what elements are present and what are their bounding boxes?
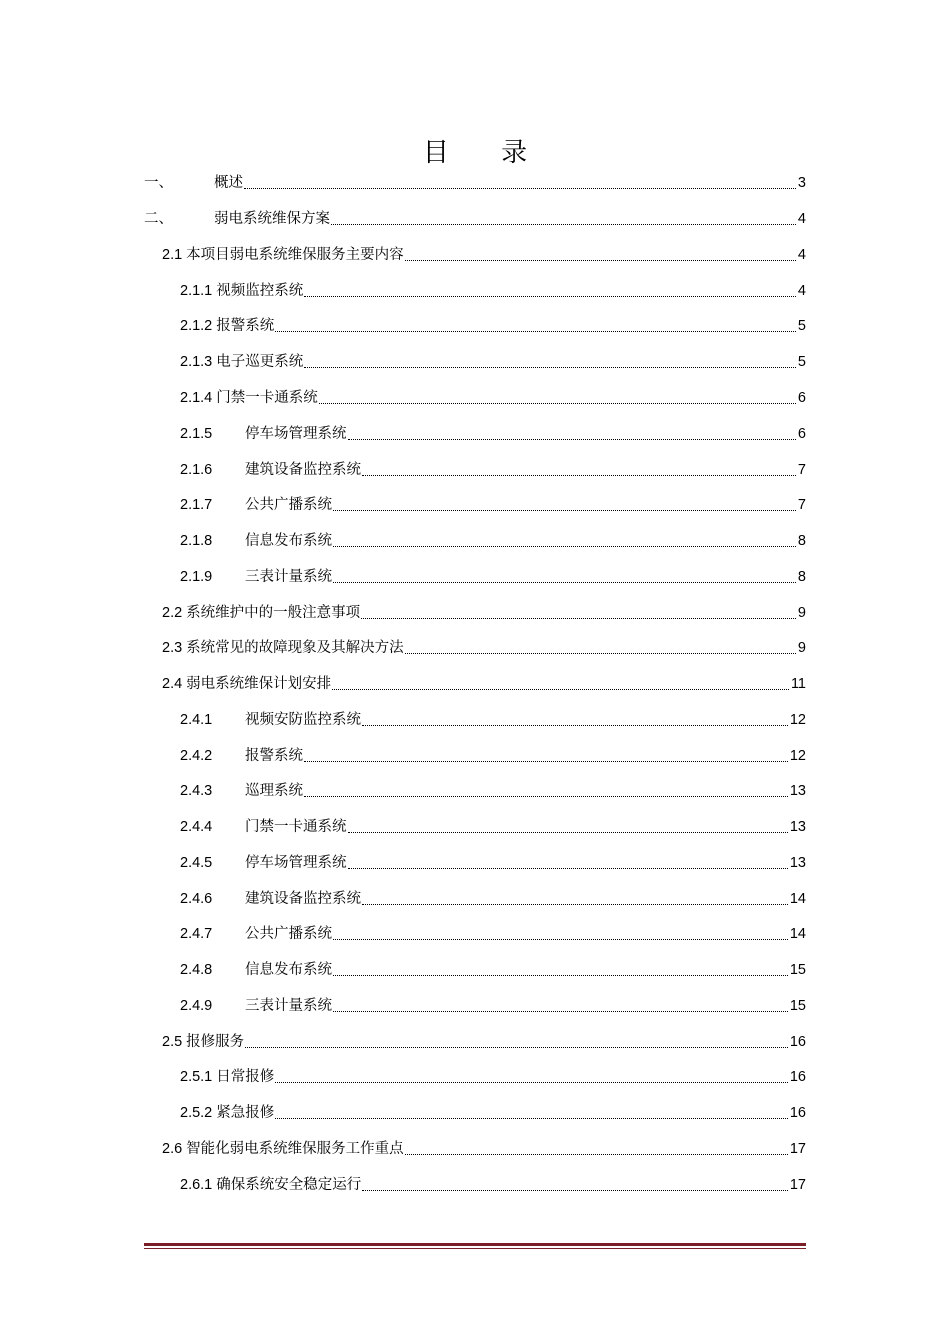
toc-entry[interactable] — [180, 812, 806, 836]
toc-label: 公共广播系统 — [245, 497, 332, 513]
toc-label: 信息发布系统 — [245, 533, 332, 549]
toc-page: 12 — [789, 748, 806, 764]
page-title: 目 录 — [422, 138, 550, 168]
toc-entry[interactable] — [144, 204, 806, 228]
toc-page: 17 — [789, 1141, 806, 1157]
toc-entry[interactable] — [162, 669, 806, 693]
toc-label: 2.5 报修服务 — [162, 1034, 245, 1050]
toc-page: 8 — [797, 533, 806, 549]
toc-label: 2.4 弱电系统维保计划安排 — [162, 676, 332, 692]
toc-number: 2.4.7 — [180, 926, 213, 942]
toc-entry[interactable] — [180, 562, 806, 586]
toc-label: 2.5.1 日常报修 — [180, 1069, 275, 1085]
toc-leader — [361, 618, 796, 619]
toc-leader — [304, 367, 796, 368]
toc-entry[interactable] — [180, 455, 806, 479]
toc-label: 2.1.1 视频监控系统 — [180, 283, 304, 299]
toc-label: 三表计量系统 — [245, 569, 332, 585]
toc-number: 2.4.9 — [180, 998, 213, 1014]
toc-leader — [333, 939, 788, 940]
toc-entry[interactable] — [180, 919, 806, 943]
toc-leader — [304, 796, 788, 797]
toc-label: 2.1 本项目弱电系统维保服务主要内容 — [162, 247, 404, 263]
toc-entry[interactable] — [180, 347, 806, 371]
toc-number: 2.4.6 — [180, 891, 213, 907]
toc-entry[interactable] — [162, 1134, 806, 1158]
toc-page: 5 — [797, 354, 806, 370]
toc-number: 2.4.8 — [180, 962, 213, 978]
toc-number: 2.4.5 — [180, 855, 213, 871]
toc-number: 2.4.4 — [180, 819, 213, 835]
toc-number: 2.4.2 — [180, 748, 213, 764]
toc-leader — [362, 1190, 788, 1191]
toc-label: 巡理系统 — [245, 783, 303, 799]
toc-entry[interactable] — [162, 598, 806, 622]
toc-page: 4 — [797, 283, 806, 299]
toc-leader — [275, 331, 796, 332]
toc-page: 15 — [789, 998, 806, 1014]
toc-leader — [275, 1118, 788, 1119]
toc-label: 报警系统 — [245, 748, 303, 764]
toc-entry[interactable] — [180, 884, 806, 908]
toc-label: 信息发布系统 — [245, 962, 332, 978]
toc-entry[interactable] — [180, 383, 806, 407]
toc-number: 2.1.5 — [180, 426, 213, 442]
toc-page: 9 — [797, 640, 806, 656]
toc-leader — [348, 868, 788, 869]
toc-leader — [304, 761, 788, 762]
toc-entry[interactable] — [180, 1062, 806, 1086]
toc-entry[interactable] — [180, 848, 806, 872]
toc-leader — [275, 1082, 788, 1083]
toc-label: 公共广播系统 — [245, 926, 332, 942]
toc-leader — [405, 1154, 788, 1155]
toc-leader — [348, 439, 796, 440]
toc-entry[interactable] — [180, 311, 806, 335]
toc-page: 6 — [797, 426, 806, 442]
toc-label: 停车场管理系统 — [245, 426, 347, 442]
toc-leader — [331, 224, 796, 225]
toc-leader — [362, 904, 788, 905]
toc-entry[interactable] — [162, 240, 806, 264]
toc-entry[interactable] — [180, 776, 806, 800]
toc-label: 建筑设备监控系统 — [245, 891, 361, 907]
toc-leader — [333, 510, 796, 511]
toc-leader — [405, 260, 796, 261]
footer-rule — [144, 1243, 806, 1246]
toc-entry[interactable] — [180, 741, 806, 765]
toc-page: 8 — [797, 569, 806, 585]
toc-page: 4 — [797, 247, 806, 263]
toc-number: 2.1.8 — [180, 533, 213, 549]
toc-page: 17 — [789, 1177, 806, 1193]
toc-leader — [362, 725, 788, 726]
toc-entry[interactable] — [180, 1098, 806, 1122]
toc-page: 13 — [789, 783, 806, 799]
toc-label: 建筑设备监控系统 — [245, 462, 361, 478]
toc-label: 弱电系统维保方案 — [214, 211, 330, 227]
toc-leader — [333, 582, 796, 583]
toc-page: 4 — [797, 211, 806, 227]
toc-page: 7 — [797, 462, 806, 478]
toc-page: 15 — [789, 962, 806, 978]
toc-number: 2.1.7 — [180, 497, 213, 513]
toc-leader — [348, 832, 788, 833]
toc-label: 门禁一卡通系统 — [245, 819, 347, 835]
toc-leader — [304, 296, 796, 297]
toc-entry[interactable] — [180, 991, 806, 1015]
toc-number: 2.1.9 — [180, 569, 213, 585]
toc-label: 2.1.2 报警系统 — [180, 318, 275, 334]
toc-label: 2.2 系统维护中的一般注意事项 — [162, 605, 361, 621]
toc-label: 停车场管理系统 — [245, 855, 347, 871]
toc-label: 2.1.4 门禁一卡通系统 — [180, 390, 318, 406]
toc-leader — [333, 975, 788, 976]
toc-leader — [332, 689, 789, 690]
toc-number: 二、 — [144, 211, 173, 227]
toc-page: 7 — [797, 497, 806, 513]
toc-leader — [362, 475, 796, 476]
toc-page: 16 — [789, 1069, 806, 1085]
toc-page: 9 — [797, 605, 806, 621]
toc-page: 3 — [797, 175, 806, 191]
toc-leader — [244, 188, 796, 189]
toc-leader — [245, 1047, 788, 1048]
toc-label: 视频安防监控系统 — [245, 712, 361, 728]
toc-page: 16 — [789, 1034, 806, 1050]
footer-rule-thin — [144, 1248, 806, 1249]
toc-label: 2.1.3 电子巡更系统 — [180, 354, 304, 370]
toc-entry[interactable] — [180, 526, 806, 550]
toc-entry[interactable] — [144, 168, 806, 192]
toc-entry[interactable] — [180, 276, 806, 300]
toc-label: 2.6 智能化弱电系统维保服务工作重点 — [162, 1141, 404, 1157]
toc-number: 一、 — [144, 175, 173, 191]
toc-number: 2.4.3 — [180, 783, 213, 799]
toc-entry[interactable] — [162, 1027, 806, 1051]
toc-leader — [333, 1011, 788, 1012]
toc-entry[interactable] — [162, 633, 806, 657]
toc-page: 14 — [789, 926, 806, 942]
toc-page: 5 — [797, 318, 806, 334]
toc-page: 16 — [789, 1105, 806, 1121]
toc-leader — [333, 546, 796, 547]
toc-number: 2.1.6 — [180, 462, 213, 478]
toc-page: 13 — [789, 855, 806, 871]
toc-page: 6 — [797, 390, 806, 406]
toc-label: 2.3 系统常见的故障现象及其解决方法 — [162, 640, 404, 656]
toc-entry[interactable] — [180, 1170, 806, 1194]
toc-label: 2.5.2 紧急报修 — [180, 1105, 275, 1121]
toc-number: 2.4.1 — [180, 712, 213, 728]
toc-entry[interactable] — [180, 419, 806, 443]
toc-leader — [319, 403, 796, 404]
toc-entry[interactable] — [180, 705, 806, 729]
toc-label: 三表计量系统 — [245, 998, 332, 1014]
toc-page: 11 — [790, 676, 806, 692]
toc-label: 概述 — [214, 175, 243, 191]
toc-page: 14 — [789, 891, 806, 907]
toc-leader — [405, 653, 796, 654]
toc-entry[interactable] — [180, 955, 806, 979]
toc-page: 12 — [789, 712, 806, 728]
toc-page: 13 — [789, 819, 806, 835]
toc-label: 2.6.1 确保系统安全稳定运行 — [180, 1177, 362, 1193]
toc-entry[interactable] — [180, 490, 806, 514]
